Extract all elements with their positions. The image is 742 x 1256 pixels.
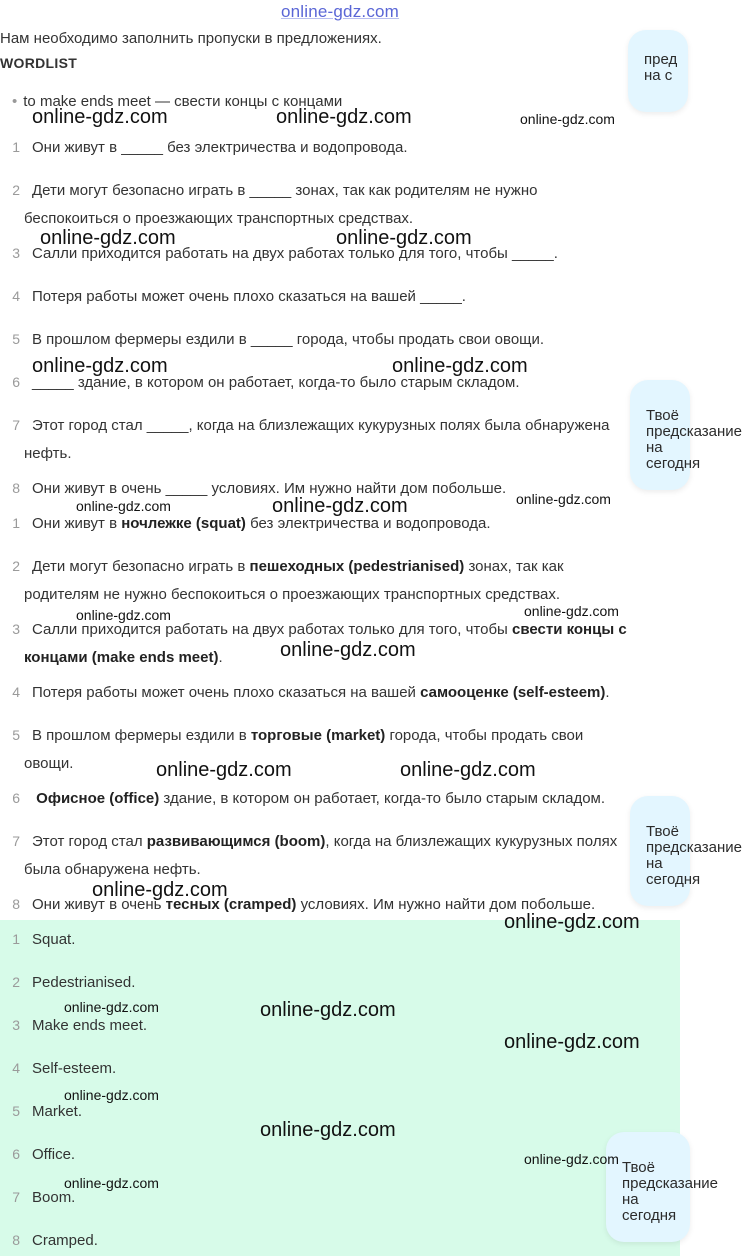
site-header-link[interactable]: online-gdz.com <box>280 2 400 21</box>
watermark: online-gdz.com <box>280 639 416 661</box>
watermark: online-gdz.com <box>260 999 396 1021</box>
answer-row: 1 Squat. <box>12 931 76 948</box>
chat-bubble-text: предсказание <box>646 423 742 440</box>
watermark: online-gdz.com <box>64 1087 159 1103</box>
watermark: online-gdz.com <box>64 1175 159 1191</box>
watermark: online-gdz.com <box>392 355 528 377</box>
chat-bubble-text: пред <box>644 51 678 68</box>
chat-bubble-text: Твоё <box>646 823 679 840</box>
filled-row: 2 Дети могут безопасно играть в пешеходных (pedestrianised) зонах, так как родителям не нужно беспокоиться о проезжающих транспортных средствах. <box>12 558 564 603</box>
watermark: online-gdz.com <box>400 759 536 781</box>
answer-row: 7 Boom. <box>12 1189 76 1206</box>
filled-row: 3 Салли приходится работать на двух работах только для того, чтобы свести концы с концами (make ends meet). <box>12 621 627 666</box>
watermark: online-gdz.com <box>272 495 408 517</box>
question-row: 4 Потеря работы может очень плохо сказаться на вашей _____. <box>12 288 466 305</box>
question-row: 3 Салли приходится работать на двух работах только для того, чтобы _____. <box>12 245 558 262</box>
watermark: online-gdz.com <box>40 227 176 249</box>
chat-bubble-text: на сегодня <box>646 439 701 472</box>
filled-row: 1 Они живут в ночлежке (squat) без электричества и водопровода. <box>12 515 491 532</box>
filled-row: 5 В прошлом фермеры ездили в торговые (market) города, чтобы продать свои овощи. <box>12 727 584 772</box>
filled-row: 6 Офисное (office) здание, в котором он работает, когда-то было старым складом. <box>12 790 606 807</box>
watermark: online-gdz.com <box>92 879 228 901</box>
watermark: online-gdz.com <box>336 227 472 249</box>
answer-row: 3 Make ends meet. <box>12 1017 148 1034</box>
answer-row: 5 Market. <box>12 1103 83 1120</box>
question-row: 5 В прошлом фермеры ездили в _____ города, чтобы продать свои овощи. <box>12 331 545 348</box>
watermark: online-gdz.com <box>276 106 412 128</box>
question-row: 2 Дети могут безопасно играть в _____ зонах, так как родителям не нужно беспокоиться о проезжающих транспортных средствах. <box>12 182 538 227</box>
watermark: online-gdz.com <box>524 603 619 619</box>
prediction-chat-bubble[interactable] <box>606 1132 719 1242</box>
watermark: online-gdz.com <box>260 1119 396 1141</box>
filled-row: 4 Потеря работы может очень плохо сказаться на вашей самооценке (self-esteem). <box>12 684 610 701</box>
bullet-icon: • <box>12 93 18 110</box>
watermark: online-gdz.com <box>504 911 640 933</box>
watermark: online-gdz.com <box>76 607 171 623</box>
watermark: online-gdz.com <box>504 1031 640 1053</box>
chat-bubble-text: на с <box>644 67 673 84</box>
prediction-chat-bubble[interactable] <box>630 380 742 490</box>
question-row: 6 _____ здание, в котором он работает, когда-то было старым складом. <box>12 374 520 391</box>
watermark: online-gdz.com <box>516 491 611 507</box>
intro-text: Нам необходимо заполнить пропуски в предложениях. <box>0 30 382 47</box>
chat-bubble-text: Твоё <box>622 1159 655 1176</box>
chat-bubble-text: предсказание <box>622 1175 719 1192</box>
prediction-chat-bubble[interactable] <box>628 30 688 112</box>
wordlist-item-text: to make ends meet — свести концы с концами <box>23 93 343 110</box>
chat-bubble-text: предсказание <box>646 839 742 856</box>
filled-row: 7 Этот город стал развивающимся (boom), когда на близлежащих кукурузных полях была обнаружена нефть. <box>12 833 618 878</box>
watermark: online-gdz.com <box>520 111 615 127</box>
watermark: online-gdz.com <box>32 355 168 377</box>
answer-row: 4 Self-esteem. <box>12 1060 117 1077</box>
watermark: online-gdz.com <box>524 1151 619 1167</box>
question-row: 7 Этот город стал _____, когда на близлежащих кукурузных полях была обнаружена нефть. <box>12 417 610 462</box>
question-row: 1 Они живут в _____ без электричества и водопровода. <box>12 139 408 156</box>
answer-row: 6 Office. <box>12 1146 76 1163</box>
prediction-chat-bubble[interactable] <box>630 796 742 906</box>
answer-row: 8 Cramped. <box>12 1232 98 1249</box>
answer-row: 2 Pedestrianised. <box>12 974 136 991</box>
filled-row: 8 Они живут в очень тесных (cramped) условиях. Им нужно найти дом побольше. <box>12 896 596 913</box>
watermark: online-gdz.com <box>76 498 171 514</box>
chat-bubble-text: на сегодня <box>646 855 701 888</box>
wordlist-heading: WORDLIST <box>0 55 78 71</box>
chat-bubble-text: на сегодня <box>622 1191 677 1224</box>
watermark: online-gdz.com <box>32 106 168 128</box>
chat-bubble-text: Твоё <box>646 407 679 424</box>
watermark: online-gdz.com <box>156 759 292 781</box>
watermark: online-gdz.com <box>64 999 159 1015</box>
question-row: 8 Они живут в очень _____ условиях. Им нужно найти дом побольше. <box>12 480 507 497</box>
